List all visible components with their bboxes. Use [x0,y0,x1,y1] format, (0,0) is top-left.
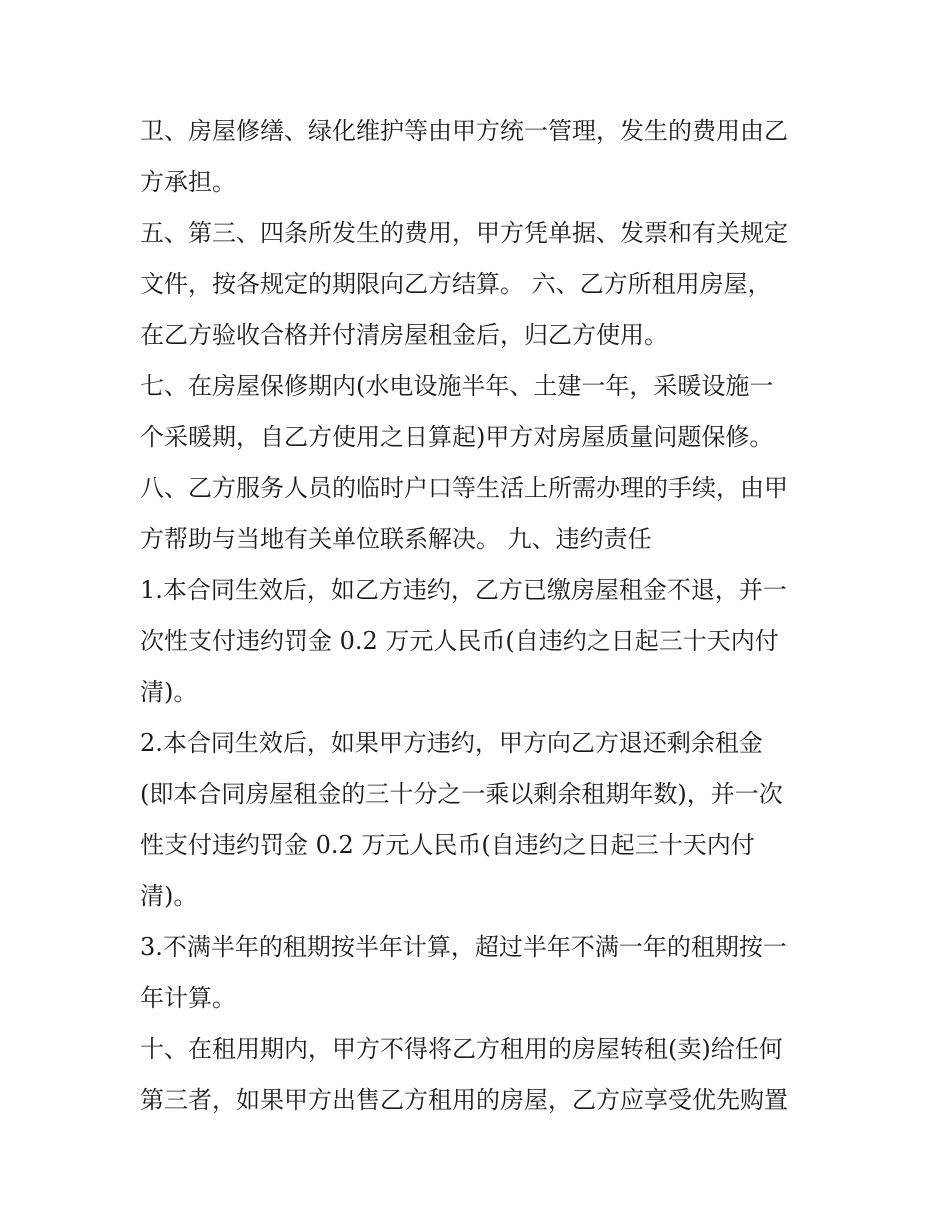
text-line: 七、在房屋保修期内(水电设施半年、土建一年，采暖设施一 [140,372,774,400]
text-line: 八、乙方服务人员的临时户口等生活上所需办理的手续，由甲 [140,474,788,502]
text-line: 方承担。 [140,168,236,196]
text-line: 在乙方验收合格并付清房屋租金后，归乙方使用。 [140,321,668,349]
text-line: 十、在租用期内，甲方不得将乙方租用的房屋转租(卖)给任何 [140,1035,783,1063]
text-line: 清)。 [140,882,198,910]
contract-text-body [140,106,830,1126]
text-line: 个采暖期，自乙方使用之日算起)甲方对房屋质量问题保修。 [140,423,774,451]
text-line: 清)。 [140,678,198,706]
text-line: 次性支付违约罚金 0.2 万元人民币(自违约之日起三十天内付 [140,627,779,655]
text-line: 性支付违约罚金 0.2 万元人民币(自违约之日起三十天内付 [140,831,755,859]
text-line: 第三者，如果甲方出售乙方租用的房屋，乙方应享受优先购置 [140,1086,788,1114]
text-line: (即本合同房屋租金的三十分之一乘以剩余租期年数)，并一次 [140,780,783,808]
text-line: 五、第三、四条所发生的费用，甲方凭单据、发票和有关规定 [140,219,788,247]
text-line: 2.本合同生效后，如果甲方违约，甲方向乙方退还剩余租金 [140,729,763,757]
text-line: 1.本合同生效后，如乙方违约，乙方已缴房屋租金不退，并一 [140,576,787,604]
text-line: 卫、房屋修缮、绿化维护等由甲方统一管理，发生的费用由乙 [140,117,788,145]
text-line: 方帮助与当地有关单位联系解决。 九、违约责任 [140,525,652,553]
text-line: 文件，按各规定的期限向乙方结算。 六、乙方所租用房屋， [140,270,772,298]
text-line: 3.不满半年的租期按半年计算，超过半年不满一年的租期按一 [140,933,787,961]
text-line: 年计算。 [140,984,236,1012]
